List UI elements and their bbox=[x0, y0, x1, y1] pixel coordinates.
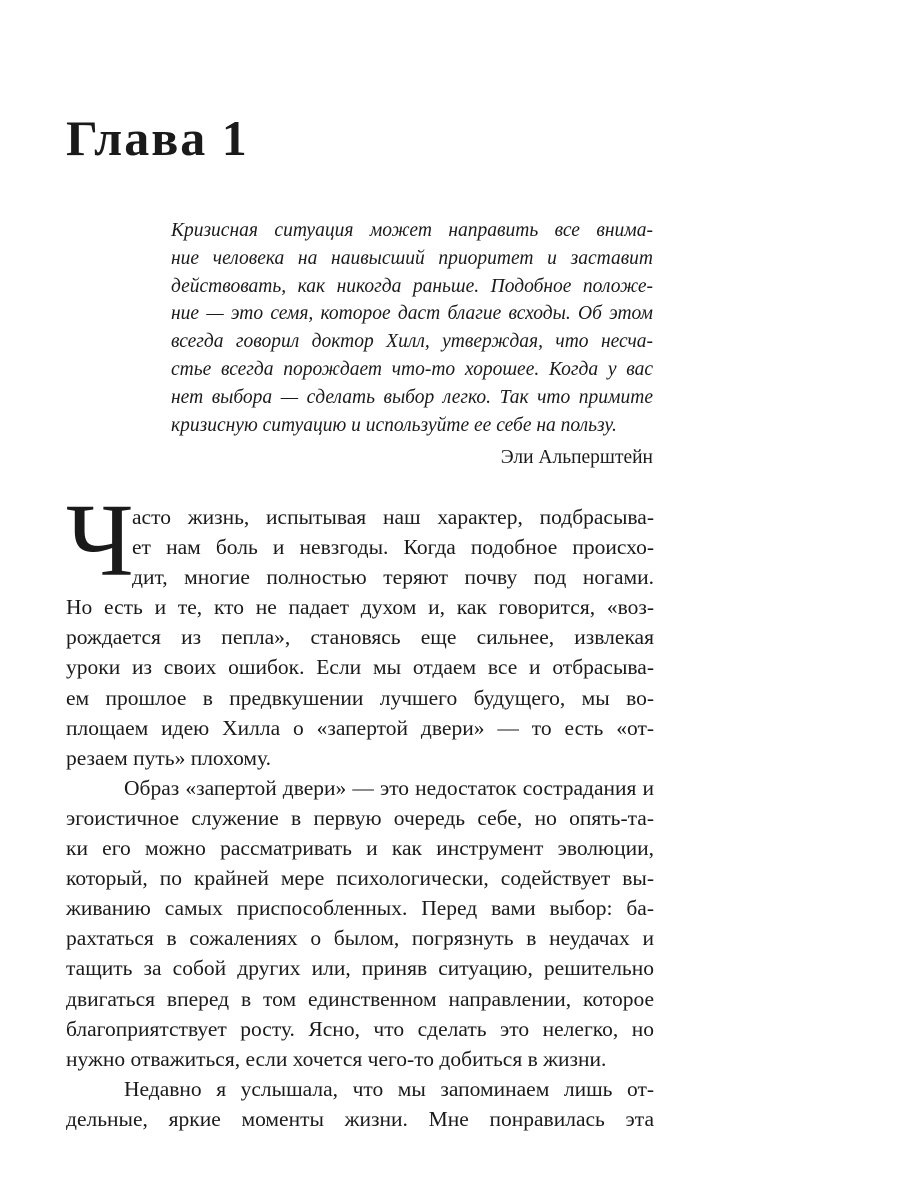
epigraph-line: действовать, как никогда раньше. Подобное положе- bbox=[171, 275, 653, 297]
epigraph-line: ние — это семя, которое даст благие всходы. Об этом bbox=[171, 303, 653, 325]
body-line: уроки из своих ошибок. Если мы отдаем все и отбрасыва- bbox=[66, 655, 654, 680]
drop-cap: Ч bbox=[66, 483, 134, 598]
epigraph-line: нет выбора — сделать выбор легко. Так что примите bbox=[171, 386, 653, 408]
body-line: асто жизнь, испытывая наш характер, подбрасыва- bbox=[132, 505, 654, 529]
body-line: резаем путь» плохому. bbox=[66, 745, 271, 770]
body-line: ем прошлое в предвкушении лучшего будущего, мы во- bbox=[66, 685, 654, 710]
epigraph bbox=[171, 217, 653, 472]
epigraph-line: Кризисная ситуация может направить все внима- bbox=[171, 220, 653, 241]
epigraph-line: стье всегда порождает что-то хорошее. Когда у вас bbox=[171, 358, 653, 380]
epigraph-author: Эли Альперштейн bbox=[500, 447, 653, 469]
chapter-title: Глава 1 bbox=[66, 110, 249, 166]
body-line: рождается из пепла», становясь еще сильнее, извлекая bbox=[66, 625, 654, 650]
body-line: дельные, яркие моменты жизни. Мне понравилась эта bbox=[66, 1106, 654, 1131]
body-line: дит, многие полностью теряют почву под ногами. bbox=[132, 565, 654, 590]
epigraph-line: всегда говорил доктор Хилл, утверждая, что несча- bbox=[171, 331, 653, 353]
body-line: ки его можно рассматривать и как инструмент эволюции, bbox=[66, 836, 654, 861]
body-line: площаем идею Хилла о «запертой двери» — то есть «от- bbox=[66, 715, 654, 740]
body-line: живанию самых приспособленных. Перед вами выбор: ба- bbox=[66, 896, 654, 921]
body-line: эгоистичное служение в первую очередь себе, но опять-та- bbox=[66, 805, 654, 830]
body-line: двигаться вперед в том единственном направлении, которое bbox=[66, 986, 654, 1011]
body-line: Образ «запертой двери» — это недостаток сострадания и bbox=[124, 775, 654, 800]
body-line: нужно отважиться, если хочется чего-то добиться в жизни. bbox=[66, 1046, 607, 1071]
body-line: Но есть и те, кто не падает духом и, как говорится, «воз- bbox=[66, 595, 654, 620]
body-line: благоприятствует росту. Ясно, что сделать это нелегко, но bbox=[66, 1016, 654, 1041]
body-line: ет нам боль и невзгоды. Когда подобное происхо- bbox=[132, 535, 654, 560]
body-line: Недавно я услышала, что мы запоминаем лишь от- bbox=[124, 1076, 654, 1101]
body-line: который, по крайней мере психологически, содействует вы- bbox=[66, 866, 654, 891]
body-line: тащить за собой других или, приняв ситуацию, решительно bbox=[66, 956, 654, 981]
epigraph-line: ние человека на наивысший приоритет и заставит bbox=[171, 247, 653, 269]
epigraph-line: кризисную ситуацию и используйте ее себе на пользу. bbox=[171, 414, 617, 436]
body-line: рахтаться в сожалениях о былом, погрязнуть в неудачах и bbox=[66, 926, 654, 951]
body-text bbox=[66, 502, 654, 1134]
